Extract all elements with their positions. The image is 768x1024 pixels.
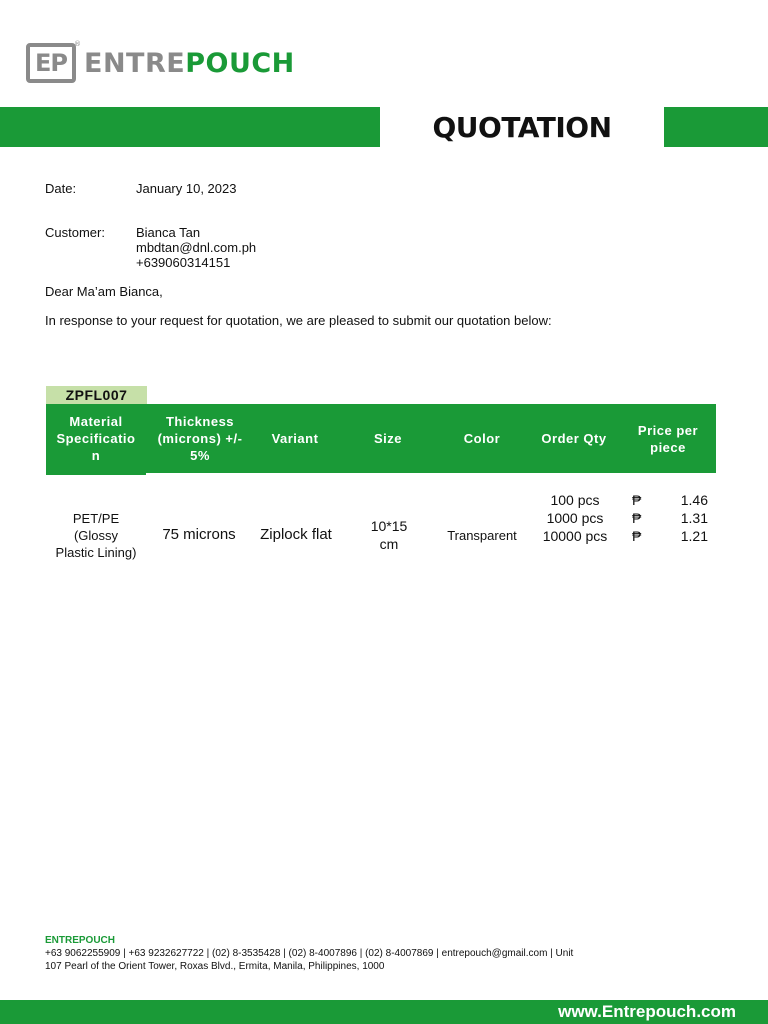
footer-company: ENTREPOUCH <box>45 935 116 946</box>
header-band-left <box>0 107 380 147</box>
header-material-line: Material <box>69 414 123 429</box>
tier-qty: 100 pcs <box>550 492 600 508</box>
logo-word-entre: ENTRE <box>84 47 186 79</box>
tier-qty: 1000 pcs <box>546 510 604 526</box>
footer-contact <box>45 947 695 973</box>
customer-phone: +639060314151 <box>136 255 231 270</box>
greeting: Dear Ma’am Bianca, <box>45 284 163 299</box>
price-tier <box>530 527 710 545</box>
footer-contact-line: 107 Pearl of the Orient Tower, Roxas Blvd., Ermita, Manila, Philippines, 1000 <box>45 961 385 972</box>
customer-name: Bianca Tan <box>136 225 201 240</box>
tier-price: 1.31 <box>680 510 708 526</box>
cell-size-line: cm <box>379 536 399 552</box>
currency-symbol: ₱ <box>632 492 642 508</box>
tier-qty: 10000 pcs <box>542 528 608 544</box>
price-tier <box>530 491 710 509</box>
currency-symbol: ₱ <box>632 510 642 526</box>
intro-text: In response to your request for quotation, we are pleased to submit our quotation below: <box>45 313 552 328</box>
header-thickness-line: 5% <box>190 448 210 463</box>
date-label: Date: <box>45 181 77 196</box>
header-material-line: n <box>91 448 101 463</box>
header-band-right <box>664 107 768 147</box>
registered-mark: ® <box>74 40 80 48</box>
website-link[interactable]: www.Entrepouch.com <box>558 1002 736 1021</box>
cell-material-line: Plastic Lining) <box>55 544 137 560</box>
header-color: Color <box>463 431 501 446</box>
cell-material-line: (Glossy <box>73 527 119 543</box>
header-price-line: piece <box>650 439 686 455</box>
date-value: January 10, 2023 <box>136 181 237 196</box>
cell-variant: Ziplock flat <box>260 525 332 543</box>
logo-word-pouch: POUCH <box>185 47 295 79</box>
header-variant: Variant <box>271 431 319 446</box>
header-material-line: Specificatio <box>56 431 136 446</box>
logo-mark <box>26 40 80 83</box>
tier-price: 1.46 <box>680 492 708 508</box>
header-material <box>46 404 146 473</box>
footer-contact-line: +63 9062255909 | +63 9232627722 | (02) 8-3535428 | (02) 8-4007896 | (02) 8-4007869 | entrepouch@gmail.com | Unit <box>45 948 574 959</box>
header-thickness <box>148 404 252 473</box>
header-order-qty: Order Qty <box>541 431 607 446</box>
cell-color: Transparent <box>447 527 517 543</box>
header-thickness-line: Thickness <box>165 414 235 429</box>
cell-material-line: PET/PE <box>72 510 120 526</box>
price-tier <box>530 509 710 527</box>
cell-size-line: 10*15 <box>370 518 408 534</box>
cell-size <box>346 516 432 554</box>
logo-mark-text: EP <box>35 49 67 77</box>
header-size: Size <box>373 431 402 446</box>
customer-email: mbdtan@dnl.com.ph <box>136 240 257 255</box>
document-title: QUOTATION <box>432 110 612 144</box>
currency-symbol: ₱ <box>632 528 642 544</box>
cell-thickness: 75 microns <box>162 525 236 543</box>
tier-price: 1.21 <box>680 528 708 544</box>
logo-wordmark <box>84 48 295 79</box>
header-price <box>624 404 712 473</box>
header-price-line: Price per <box>637 422 699 438</box>
cell-material <box>46 508 146 562</box>
product-code: ZPFL007 <box>46 386 147 404</box>
header-thickness-line: (microns) +/- <box>157 431 243 446</box>
customer-label: Customer: <box>45 225 105 240</box>
table-header <box>46 404 716 473</box>
table-header-underline <box>46 473 146 475</box>
company-logo <box>26 40 295 86</box>
